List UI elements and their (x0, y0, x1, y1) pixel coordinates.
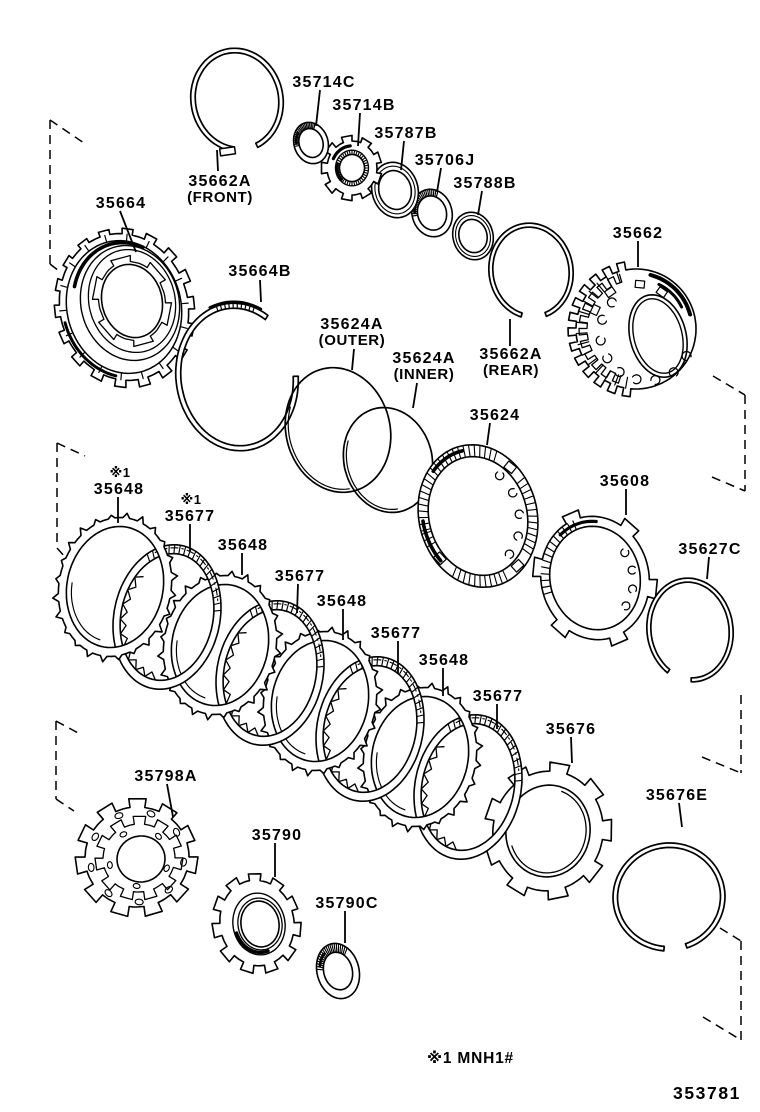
part-number-label[interactable]: 35677 (164, 508, 216, 525)
part-35662-brake-drum (568, 262, 696, 397)
callout-35664B (228, 263, 291, 280)
part-position-label: (OUTER) (318, 332, 386, 349)
footnote-mark-label: ※1 (109, 465, 131, 480)
phantom-line (712, 477, 745, 491)
callout-35714B (332, 97, 395, 114)
part-number-label[interactable]: 35790 (251, 827, 303, 844)
snap-ring-outline (191, 48, 284, 151)
part-35627C-snap-ring (647, 578, 733, 682)
phantom-line (56, 799, 74, 811)
part-35676E-snap-ring (613, 843, 725, 951)
callout-35676 (546, 721, 597, 738)
callout-35648-4 (419, 652, 470, 669)
part-number-label[interactable]: 35714C (292, 74, 356, 91)
phantom-line (713, 376, 745, 395)
callout-35662A-front (187, 173, 253, 206)
part-35662A-front-snap-ring (191, 48, 284, 156)
leader-line (437, 168, 441, 192)
leader-line (679, 803, 682, 827)
spring-clip-mark (509, 489, 517, 497)
drum-outline (54, 228, 194, 387)
part-number-label[interactable]: 35664B (228, 263, 292, 280)
figure-number: 353781 (673, 1083, 741, 1103)
callout-35788B (453, 175, 516, 192)
part-number-label[interactable]: 35624A (392, 350, 456, 367)
parts (53, 48, 733, 998)
part-number-label[interactable]: 35662 (612, 225, 664, 242)
phantom-line (702, 757, 741, 773)
leader-line (487, 423, 490, 445)
part-number-label[interactable]: 35648 (418, 652, 470, 669)
part-number-label[interactable]: 35648 (93, 481, 145, 498)
footnote-text: ※1 MNH1# (427, 1050, 514, 1067)
detail-arc (288, 407, 349, 489)
part-number-label[interactable]: 35676 (545, 721, 597, 738)
callout-35714C (292, 74, 355, 91)
part-35714C-thrust-bearing (294, 122, 329, 163)
snap-ring-outline (613, 843, 725, 951)
part-35624A-outer-plate (285, 368, 391, 493)
callout-35608 (600, 473, 651, 490)
part-number-label[interactable]: 35648 (217, 537, 269, 554)
callout-35677-2 (275, 568, 326, 585)
part-number-label[interactable]: 35798A (134, 768, 198, 785)
part-number-label[interactable]: 35790C (315, 895, 379, 912)
callout-35676E (646, 787, 708, 804)
callout-35624 (470, 407, 521, 424)
phantom-line (50, 264, 59, 271)
leader-line (352, 349, 354, 370)
callout-35706J (415, 152, 476, 169)
leader-line (316, 90, 320, 126)
phantom-line (57, 443, 85, 456)
spring-clip-mark (515, 510, 523, 518)
part-number-label[interactable]: 35664 (95, 195, 147, 212)
callout-35664 (96, 195, 147, 212)
leader-line (217, 150, 218, 171)
callout-35790 (252, 827, 303, 844)
spring-clip-mark (514, 532, 522, 540)
callout-35624A-inner (392, 350, 455, 383)
plate-outline (533, 510, 658, 646)
spring-clip-mark (628, 566, 635, 574)
callout-35662A-rear (479, 346, 542, 379)
part-35798A-one-way-clutch (75, 799, 198, 917)
part-number-label[interactable]: 35677 (472, 688, 524, 705)
part-35624-brake-band (418, 445, 538, 587)
spring-clip-mark (622, 602, 630, 610)
snap-ring-tab (220, 147, 236, 156)
part-number-label[interactable]: 35677 (370, 625, 422, 642)
ring-outline (372, 162, 419, 217)
part-number-label[interactable]: 35662A (188, 173, 252, 190)
callout-35648-3 (317, 593, 368, 610)
part-position-label: (REAR) (482, 362, 540, 379)
part-35787B-washer (372, 162, 419, 217)
phantom-line (57, 548, 66, 558)
leader-line (358, 113, 360, 146)
spring-clip-mark (629, 585, 637, 593)
leader-line (413, 383, 417, 408)
callout-35677-4 (473, 688, 524, 705)
callout-35648-1 (94, 465, 145, 498)
part-number-label[interactable]: 35648 (316, 593, 368, 610)
part-35790-toothed-disc (212, 874, 301, 974)
part-35608-lugged-plate (533, 510, 658, 646)
part-number-label[interactable]: 35624 (469, 407, 521, 424)
callout-35677-1 (165, 492, 216, 525)
callout-35790C (315, 895, 378, 912)
part-number-label[interactable]: 35714B (332, 97, 396, 114)
footnote-mark-label: ※1 (180, 492, 202, 507)
plate-outline (285, 368, 391, 493)
snap-ring-outline (176, 303, 299, 450)
callout-35787B (374, 125, 437, 142)
part-number-label[interactable]: 35624A (320, 316, 384, 333)
part-35664-clutch-drum (54, 228, 194, 387)
part-number-label[interactable]: 35677 (274, 568, 326, 585)
callout-35624A-outer (319, 316, 386, 349)
part-position-label: (INNER) (393, 366, 455, 383)
leader-line (297, 584, 298, 613)
part-35664B-snap-ring (176, 302, 299, 451)
phantom-line (720, 928, 741, 941)
phantom-line (56, 721, 80, 734)
leader-line (571, 737, 572, 763)
part-35662A-rear-snap-ring (489, 223, 573, 317)
spring-clip-mark (496, 472, 504, 480)
part-35788B-washer (453, 212, 494, 259)
phantom-line (50, 120, 84, 143)
drum-outline (568, 262, 696, 397)
callout-35627C (678, 541, 741, 558)
part-number-label[interactable]: 35787B (374, 125, 438, 142)
spring-clip-mark (505, 550, 513, 558)
callout-35662 (613, 225, 664, 242)
part-35790C-thrust-bearing (317, 943, 360, 998)
disc-outline (212, 874, 301, 974)
ring-outline (453, 212, 494, 259)
part-number-label[interactable]: 35676E (645, 787, 709, 804)
part-number-label[interactable]: 35788B (453, 175, 517, 192)
callout-35677-3 (371, 625, 422, 642)
spring-clip-mark (621, 549, 629, 557)
callout-35798A (134, 768, 197, 785)
callout-35648-2 (218, 537, 269, 554)
leader-line (260, 280, 261, 302)
part-number-label[interactable]: 35662A (479, 346, 543, 363)
detail-arc (512, 791, 586, 873)
part-number-label[interactable]: 35627C (678, 541, 742, 558)
part-number-label[interactable]: 35608 (599, 473, 651, 490)
phantom-line (703, 1017, 741, 1040)
part-number-label[interactable]: 35706J (414, 152, 476, 169)
snap-ring-outline (647, 578, 733, 682)
part-position-label: (FRONT) (187, 189, 253, 206)
snap-ring-outline (489, 223, 573, 317)
footer (427, 1049, 741, 1103)
leader-line (478, 191, 482, 215)
leader-line (707, 557, 709, 579)
